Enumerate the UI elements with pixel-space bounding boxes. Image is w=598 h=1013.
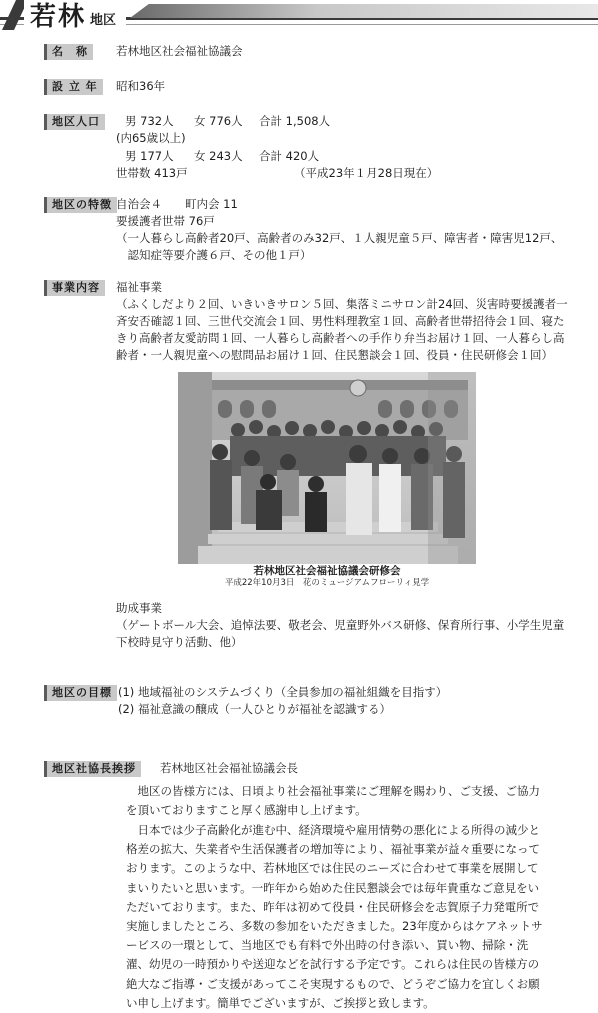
population-age-note: (内65歳以上) [116,131,186,145]
greeting-paragraph-2: 日本では少子高齢化が進む中、経済環境や雇用情勢の悪化による所得の減少と格差の拡大、失業者や生活保護者の増加等により、福祉事業が益々重要になっております。このような中、若林地区では住民のニーズに合わせて事業を展開してまいりたいと思います。一昨年から始めた住民懇談会では毎年貴重なご意見をいただいております。また、昨年は初めて役員・住民研修会を志賀原子力発電所で実施しましたところ、多数の参加をいただきました。23年度からはケアネットサービスの一環として、当地区でも有料で外出時の付き添い、買い物、掃除・洗濯、幼児の一時預かりや送迎などを試行する予定です。これらは住民の皆様方の絶大なご指導・ご支援があってこそ実現するもので、どうぞご協力を宜しくお願い申し上げます。簡単でございますが、ご挨拶と致します。 [126,823,543,1010]
page-header [0,0,598,40]
group-photo [178,372,476,564]
features-label: 地区の特徴 [44,197,117,213]
photo-subcaption: 平成22年10月3日 花のミュージアムフローリィ見学 [224,578,430,588]
welfare-line: きり高齢者友愛訪問１回、一人暮らし高齢者への手作り弁当お届け１回、一人暮らし高 [116,331,565,345]
greeting-author: 若林地区社会福祉協議会長 [160,761,298,775]
greeting-label: 地区社協長挨拶 [44,761,141,777]
population-female: 女 776人 [194,114,243,128]
group-photo-illustration [178,372,476,564]
page-title: 若林 [30,2,87,32]
goal-item: (1) 地域福祉のシステムづくり（全員参加の福祉組織を目指す） [118,685,448,699]
activities-label: 事業内容 [44,280,105,296]
elderly-total: 合計 420人 [259,149,320,163]
population-date: （平成23年１月28日現在） [294,166,439,180]
name-label: 名 称 [44,44,93,60]
elderly-male: 男 177人 [125,149,174,163]
grant-title: 助成事業 [116,601,162,615]
greeting-paragraph-1: 地区の皆様方には、日頃より社会福祉事業にご理解を賜わり、ご支援、ご協力を頂いておりますこと厚く感謝申し上げます。 [126,784,540,818]
photo-caption: 若林地区社会福祉協議会研修会 [253,565,401,577]
grant-line: （ゲートボール大会、追悼法要、敬老会、児童野外バス研修、保育所行事、小学生児童 [116,618,565,632]
elderly-female: 女 243人 [194,149,243,163]
goals-label: 地区の目標 [44,685,117,701]
header-title-box [24,0,126,32]
header-gradient-band [130,4,598,18]
grant-line: 下校時見守り活動、他） [116,635,243,649]
population-label: 地区人口 [44,114,105,130]
features-line: 要援護者世帯 76戸 [116,214,215,228]
households: 世帯数 413戸 [116,166,188,180]
name-value: 若林地区社会福祉協議会 [116,44,243,58]
welfare-title: 福祉事業 [116,280,162,294]
features-line: 自治会４ 町内会 11 [116,197,238,211]
founded-label: 設 立 年 [44,79,103,95]
welfare-line: 齢者・一人親児童への慰問品お届け１回、住民懇談会１回、役員・住民研修会１回） [116,348,553,362]
features-line: （一人暮らし高齢者20戸、高齢者のみ32戸、１人親児童５戸、障害者・障害児12戸、 [116,231,563,245]
goal-item: (2) 福祉意識の醸成（一人ひとりが福祉を認識する） [118,702,391,716]
population-total: 合計 1,508人 [259,114,331,128]
features-line: 認知症等要介護６戸、その他１戸） [116,248,312,262]
founded-value: 昭和36年 [116,79,166,93]
population-male: 男 732人 [125,114,174,128]
welfare-line: 斉安否確認１回、三世代交流会１回、男性料理教室１回、高齢者世帯招待会１回、寝た [116,314,565,328]
page-subtitle: 地区 [90,13,117,28]
welfare-line: （ふくしだより２回、いきいきサロン５回、集落ミニサロン計24回、災害時要援護者一 [116,297,568,311]
